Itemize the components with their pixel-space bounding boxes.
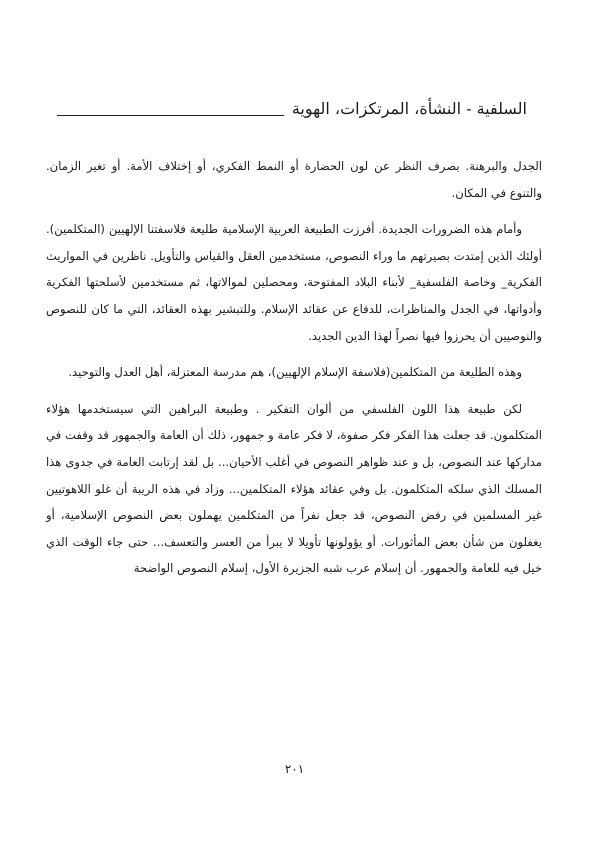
paragraph: الجدل والبرهنة. بصرف النظر عن لون الحضارة أو النمط الفكري، أو إختلاف الأمة. أو تغير الزمان. والتنوع في المكان.: [46, 159, 542, 200]
paragraph: وهذه الطليعة من المتكلمين(فلاسفة الإسلام الإلهيين)، هم مدرسة المعتزلة، أهل العدل والتوحيد.: [68, 365, 522, 380]
paragraph: وأمام هذه الضرورات الجديدة. أفرزت الطبيعة العربية الإسلامية طليعة فلاسفتنا الإلهيين (المتكلمين). أولئك الذين إمتدت بصيرتهم ما وراء النصوص، مستخدمين العقل والقياس والتأويل. ناظرين في المواريث الفكرية_ وخاصة الفلسفية_ لأبناء البلاد المفتوحة، ومحصلين لموالاتها، ثم مستخدمين لأسلحتها الفكرية وأدواتها، في الجدل والمناظرات، للدفاع عن عقائد الإسلام. وللتبشير بهذه العقائد، التي ما كان للنصوص والنوصيين أن يحرزوا فيها نصراً لهذا الدين الجديد.: [46, 222, 542, 343]
running-header: [57, 90, 527, 120]
body-text: [46, 153, 542, 592]
page-number: ٢٠١: [284, 762, 305, 776]
paragraph: لكن طبيعة هذا اللون الفلسفي من ألوان التفكير . وطبيعة البراهين التي سيستخدمها هؤلاء المتكلمون. قد جعلت هذا الفكر فكر صفوة، لا فكر عامة و جمهور، ذلك أن العامة والجمهور قد وقفت في مداركها عند النصوص، بل و عند ظواهر النصوص في أغلب الأحيان... بل لقد إرتابت العامة في جدوى هذا المسلك الذي سلكه المتكلمون. بل وفي عقائد هؤلاء المتكلمين... وزاد في هذه الريبة أن غلو اللاهوتيين غير المسلمين في رفض النصوص، قد جعل نفراً من المتكلمين يهملون بعض النصوص الإسلامية، أو يغفلون من شأن بعض المأثورات. أو يؤولونها تأويلا لا يبرأ من العسر والتعسف... حتى جاء الوقت الذي خيل فيه للعامة والجمهور. أن إسلام عرب شبه الجزيرة الأول، إسلام النصوص الواضحة: [46, 401, 542, 576]
running-title: السلفية - النشأة، المرتكزات، الهوية: [291, 99, 527, 118]
header-rule: [57, 115, 284, 116]
